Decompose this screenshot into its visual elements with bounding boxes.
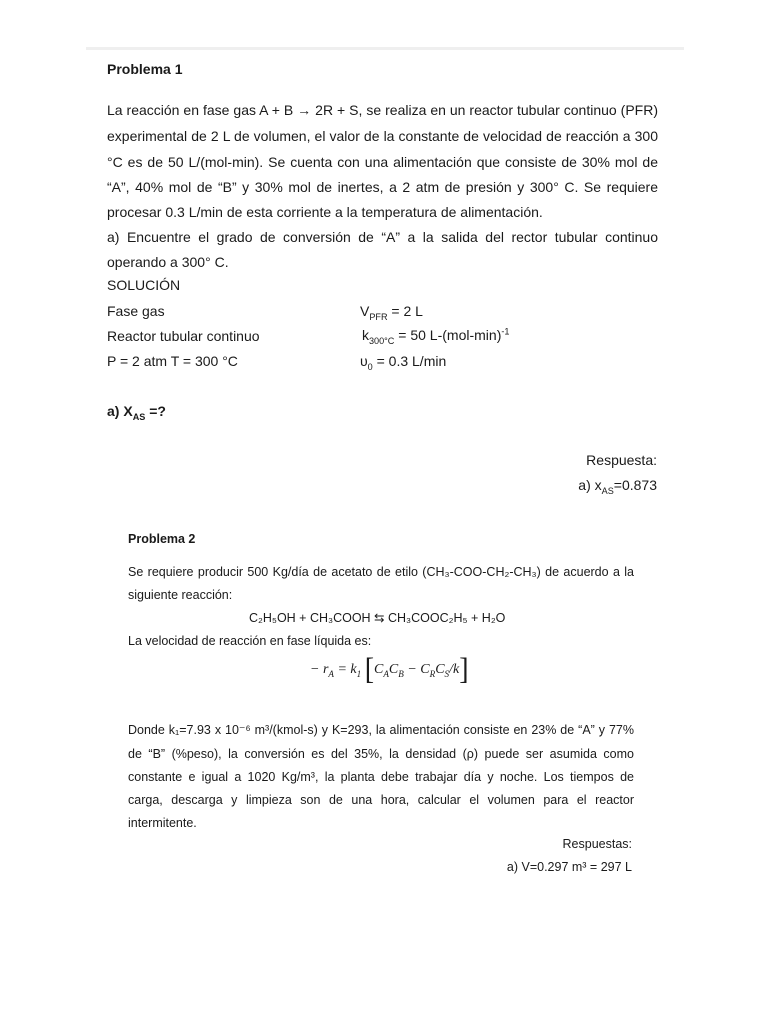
problem-1-line-5: procesar 0.3 L/min de esta corriente a la temperatura de alimentación.	[107, 204, 543, 220]
question-a-line-1: a) Encuentre el grado de conversión de “A” a la salida del rector tubular continuo	[107, 229, 658, 245]
answer-label: Respuesta:	[586, 452, 657, 468]
top-divider	[86, 47, 684, 50]
problem-2-body-3: constante e igual a 1020 Kg/m³, la planta debe trabajar día y noche. Los tiempos de	[128, 770, 634, 784]
problem-1-line-1: La reacción en fase gas A + B → 2R + S, se realiza en un reactor tubular continuo (PFR)	[107, 102, 658, 118]
rate-intro: La velocidad de reacción en fase líquida es:	[128, 634, 372, 648]
problem-1-line-4: “A”, 40% mol de “B” y 30% mol de inertes, a 2 atm de presión y 300° C. Se requiere	[107, 179, 658, 195]
answers-label: Respuestas:	[562, 837, 632, 851]
question-a-label: a) $X_{AS}$ =?	[107, 403, 166, 422]
problem-2-body-1: Donde k₁=7.93 x 10⁻⁶ m³/(kmol-s) y K=293, la alimentación consiste en 23% de “A” y 77%	[128, 723, 634, 737]
rate-equation: − $r_A = k_1$ $[C_AC_B - C_RC_S/k]$	[310, 652, 469, 687]
problem-1-line-2: experimental de 2 L de volumen, el valor de la constante de velocidad de reacción a 300	[107, 128, 658, 144]
problem-1-title: Problema 1	[107, 61, 183, 77]
answer-volume: a) V=0.297 m³ = 297 L	[506, 860, 632, 874]
given-rate-constant: $k_{300^\circ C} = 50$ $L-(mol-\min)^{-1}$	[362, 326, 510, 346]
reaction-equation: C₂H₅OH + CH₃COOH ⇆ CH₃COOC₂H₅ + H₂O	[249, 611, 506, 625]
problem-2-line-2: siguiente reacción:	[128, 588, 233, 602]
given-pressure-temperature: P = 2 atm T = 300 °C	[107, 353, 238, 369]
problem-1-line-3: °C es de 50 L/(mol-min). Se cuenta con una alimentación que consiste de 30% mol de	[107, 154, 658, 170]
problem-2-body-2: de “B” (%peso), la conversión es del 35%, la densidad (ρ) puede ser asumida como	[128, 747, 634, 761]
given-phase: Fase gas	[107, 303, 165, 319]
given-flow-rate: $\upsilon_0 = 0.3$ L/min	[360, 353, 447, 372]
given-reactor: Reactor tubular continuo	[107, 328, 260, 344]
problem-2-body-4: carga, descarga y limpieza son de una hora, calcular el volumen para el reactor	[128, 793, 634, 807]
question-a-line-2: operando a 300° C.	[107, 254, 229, 270]
answer-a: a) $x_{AS}=0.873$	[578, 477, 657, 496]
given-volume: $V_{PFR} = 2$ L	[360, 303, 423, 322]
solution-label: SOLUCIÓN	[107, 277, 181, 293]
problem-2-body-5: intermitente.	[128, 816, 197, 830]
problem-2-title: Problema 2	[128, 532, 196, 546]
problem-2-line-1: Se requiere producir 500 Kg/día de acetato de etilo (CH₃-COO-CH₂-CH₃) de acuerdo a la	[128, 565, 634, 579]
